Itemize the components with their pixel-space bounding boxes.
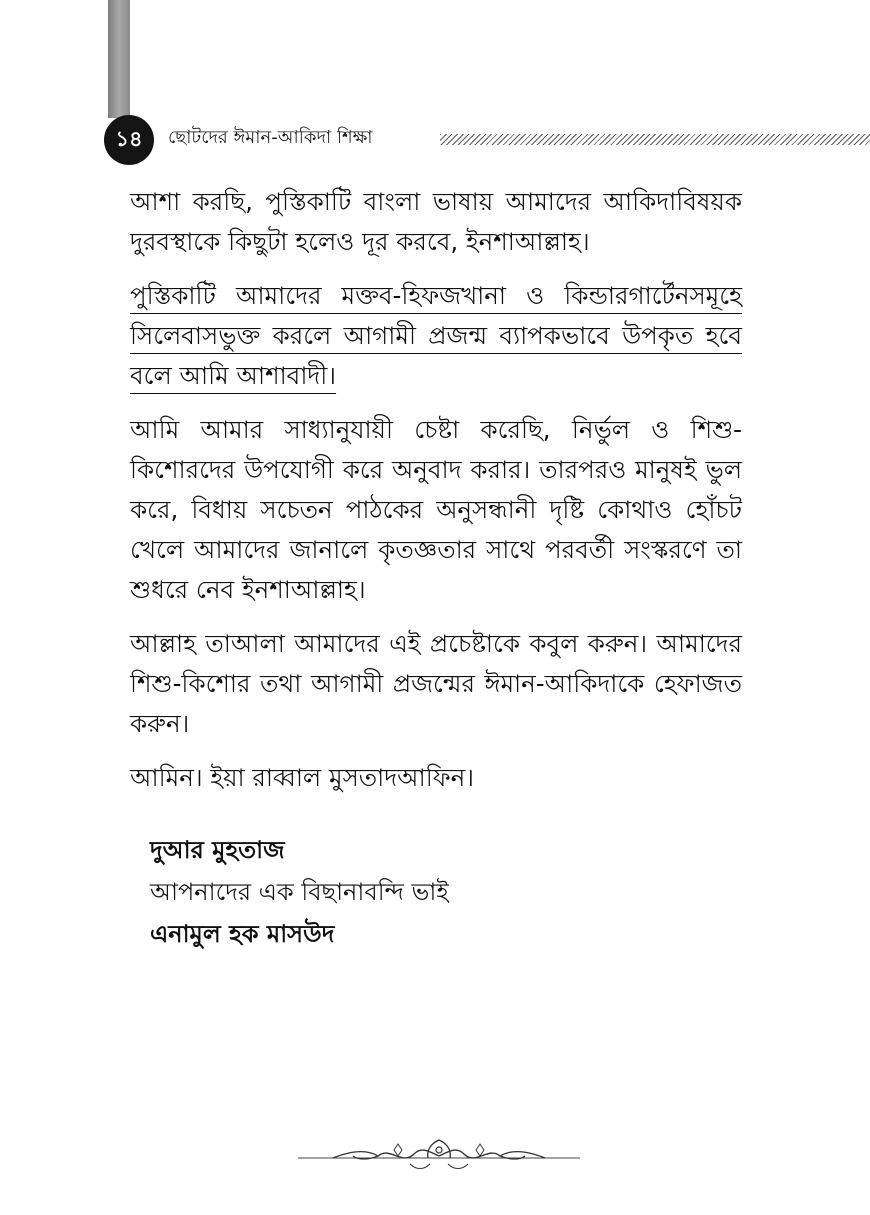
signature-line-2: আপনাদের এক বিছানাবন্দি ভাই bbox=[150, 878, 449, 906]
paragraph-3: আমি আমার সাধ্যানুযায়ী চেষ্টা করেছি, নির্ভুল ও শিশু-কিশোরদের উপযোগী করে অনুবাদ করার। তারপরও মানুষই ভুল করে, বিধায় সচেতন পাঠকের অনুসন্ধানী দৃষ্টি কোথাও হোঁচট খেলে আমাদের জানালে কৃতজ্ঞতার সাথে পরবর্তী সংস্করণে তা শুধরে নেব ইনশাআল্লাহ। bbox=[130, 415, 742, 604]
paragraph-4: আল্লাহ তাআলা আমাদের এই প্রচেষ্টাকে কবুল করুন। আমাদের শিশু-কিশোর তথা আগামী প্রজন্মের ঈমান-আকিদাকে হেফাজত করুন। bbox=[130, 629, 742, 738]
paragraph-2-underlined: পুস্তিকাটি আমাদের মক্তব-হিফজখানা ও কিন্ডারগার্টেনসমূহে সিলেবাসভুক্ত করলে আগামী প্রজন্ম ব্যাপকভাবে উপকৃত হবে বলে আমি আশাবাদী। bbox=[130, 281, 742, 390]
signature-line-1: দুআর মুহতাজ bbox=[150, 836, 285, 864]
floral-ornament-divider bbox=[298, 1136, 580, 1176]
body-text bbox=[130, 182, 742, 812]
header-tab-decoration bbox=[108, 0, 130, 118]
signature-block bbox=[150, 829, 449, 955]
running-title: ছোটদের ঈমান-আকিদা শিক্ষা bbox=[168, 127, 373, 148]
paragraph-1: আশা করছি, পুস্তিকাটি বাংলা ভাষায় আমাদের আকিদাবিষয়ক দুরবস্থাকে কিছুটা হলেও দূর করবে, ইনশাআল্লাহ। bbox=[130, 187, 742, 256]
signature-author-name: এনামুল হক মাসউদ bbox=[150, 920, 335, 948]
header-hatch-rule bbox=[440, 134, 870, 145]
page-number: ১৪ bbox=[104, 115, 154, 165]
paragraph-5: আমিন। ইয়া রাব্বাল মুসতাদআফিন। bbox=[130, 763, 474, 792]
